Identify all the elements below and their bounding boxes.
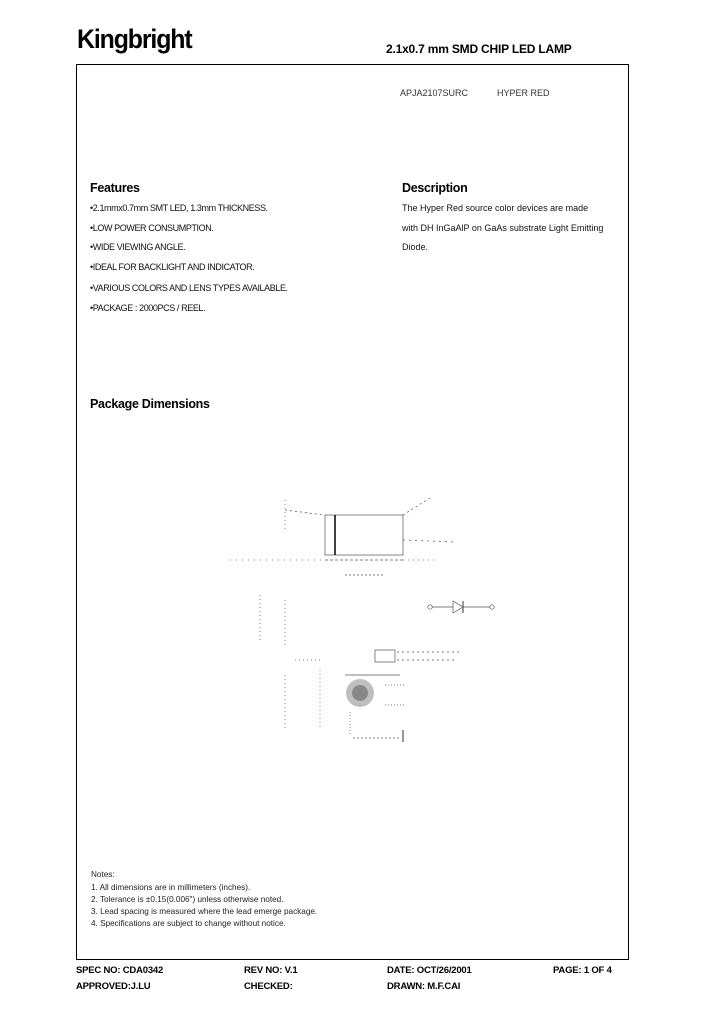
spec-number: SPEC NO: CDA0342 [76, 965, 164, 976]
diode-symbol [428, 601, 494, 613]
feature-item: •VARIOUS COLORS AND LENS TYPES AVAILABLE. [90, 283, 288, 293]
features-heading: Features [90, 181, 140, 195]
kingbright-logo: Kingbright [77, 24, 192, 54]
note-item: 2. Tolerance is ±0.15(0.006") unless otherwise noted. [91, 895, 284, 904]
revision-number: REV NO: V.1 [244, 965, 298, 976]
package-dimensions-heading: Package Dimensions [90, 397, 210, 411]
part-color: HYPER RED [497, 88, 550, 98]
feature-item: •2.1mmx0.7mm SMT LED, 1.3mm THICKNESS. [90, 203, 268, 213]
description-line: with DH InGaAlP on GaAs substrate Light Emitting [402, 223, 604, 233]
feature-item: •LOW POWER CONSUMPTION. [90, 223, 214, 233]
package-dimensions-drawing [225, 480, 515, 755]
note-item: 1. All dimensions are in millimeters (inches). [91, 883, 251, 892]
page-number: PAGE: 1 OF 4 [553, 965, 612, 976]
drawn-by: DRAWN: M.F.CAI [387, 981, 461, 992]
note-item: 4. Specifications are subject to change without notice. [91, 919, 286, 928]
notes-heading: Notes: [91, 870, 115, 879]
description-line: Diode. [402, 242, 429, 252]
description-heading: Description [402, 181, 468, 195]
feature-item: •PACKAGE : 2000PCS / REEL. [90, 303, 206, 313]
approved-by: APPROVED:J.LU [76, 981, 151, 992]
checked-by: CHECKED: [244, 981, 293, 992]
feature-item: •IDEAL FOR BACKLIGHT AND INDICATOR. [90, 262, 255, 272]
feature-item: •WIDE VIEWING ANGLE. [90, 242, 186, 252]
part-number: APJA2107SURC [400, 88, 469, 98]
note-item: 3. Lead spacing is measured where the lead emerge package. [91, 907, 318, 916]
led-body-top-view [325, 515, 403, 555]
date: DATE: OCT/26/2001 [387, 965, 472, 976]
document-title: 2.1x0.7 mm SMD CHIP LED LAMP [386, 42, 572, 56]
description-line: The Hyper Red source color devices are made [402, 203, 589, 213]
